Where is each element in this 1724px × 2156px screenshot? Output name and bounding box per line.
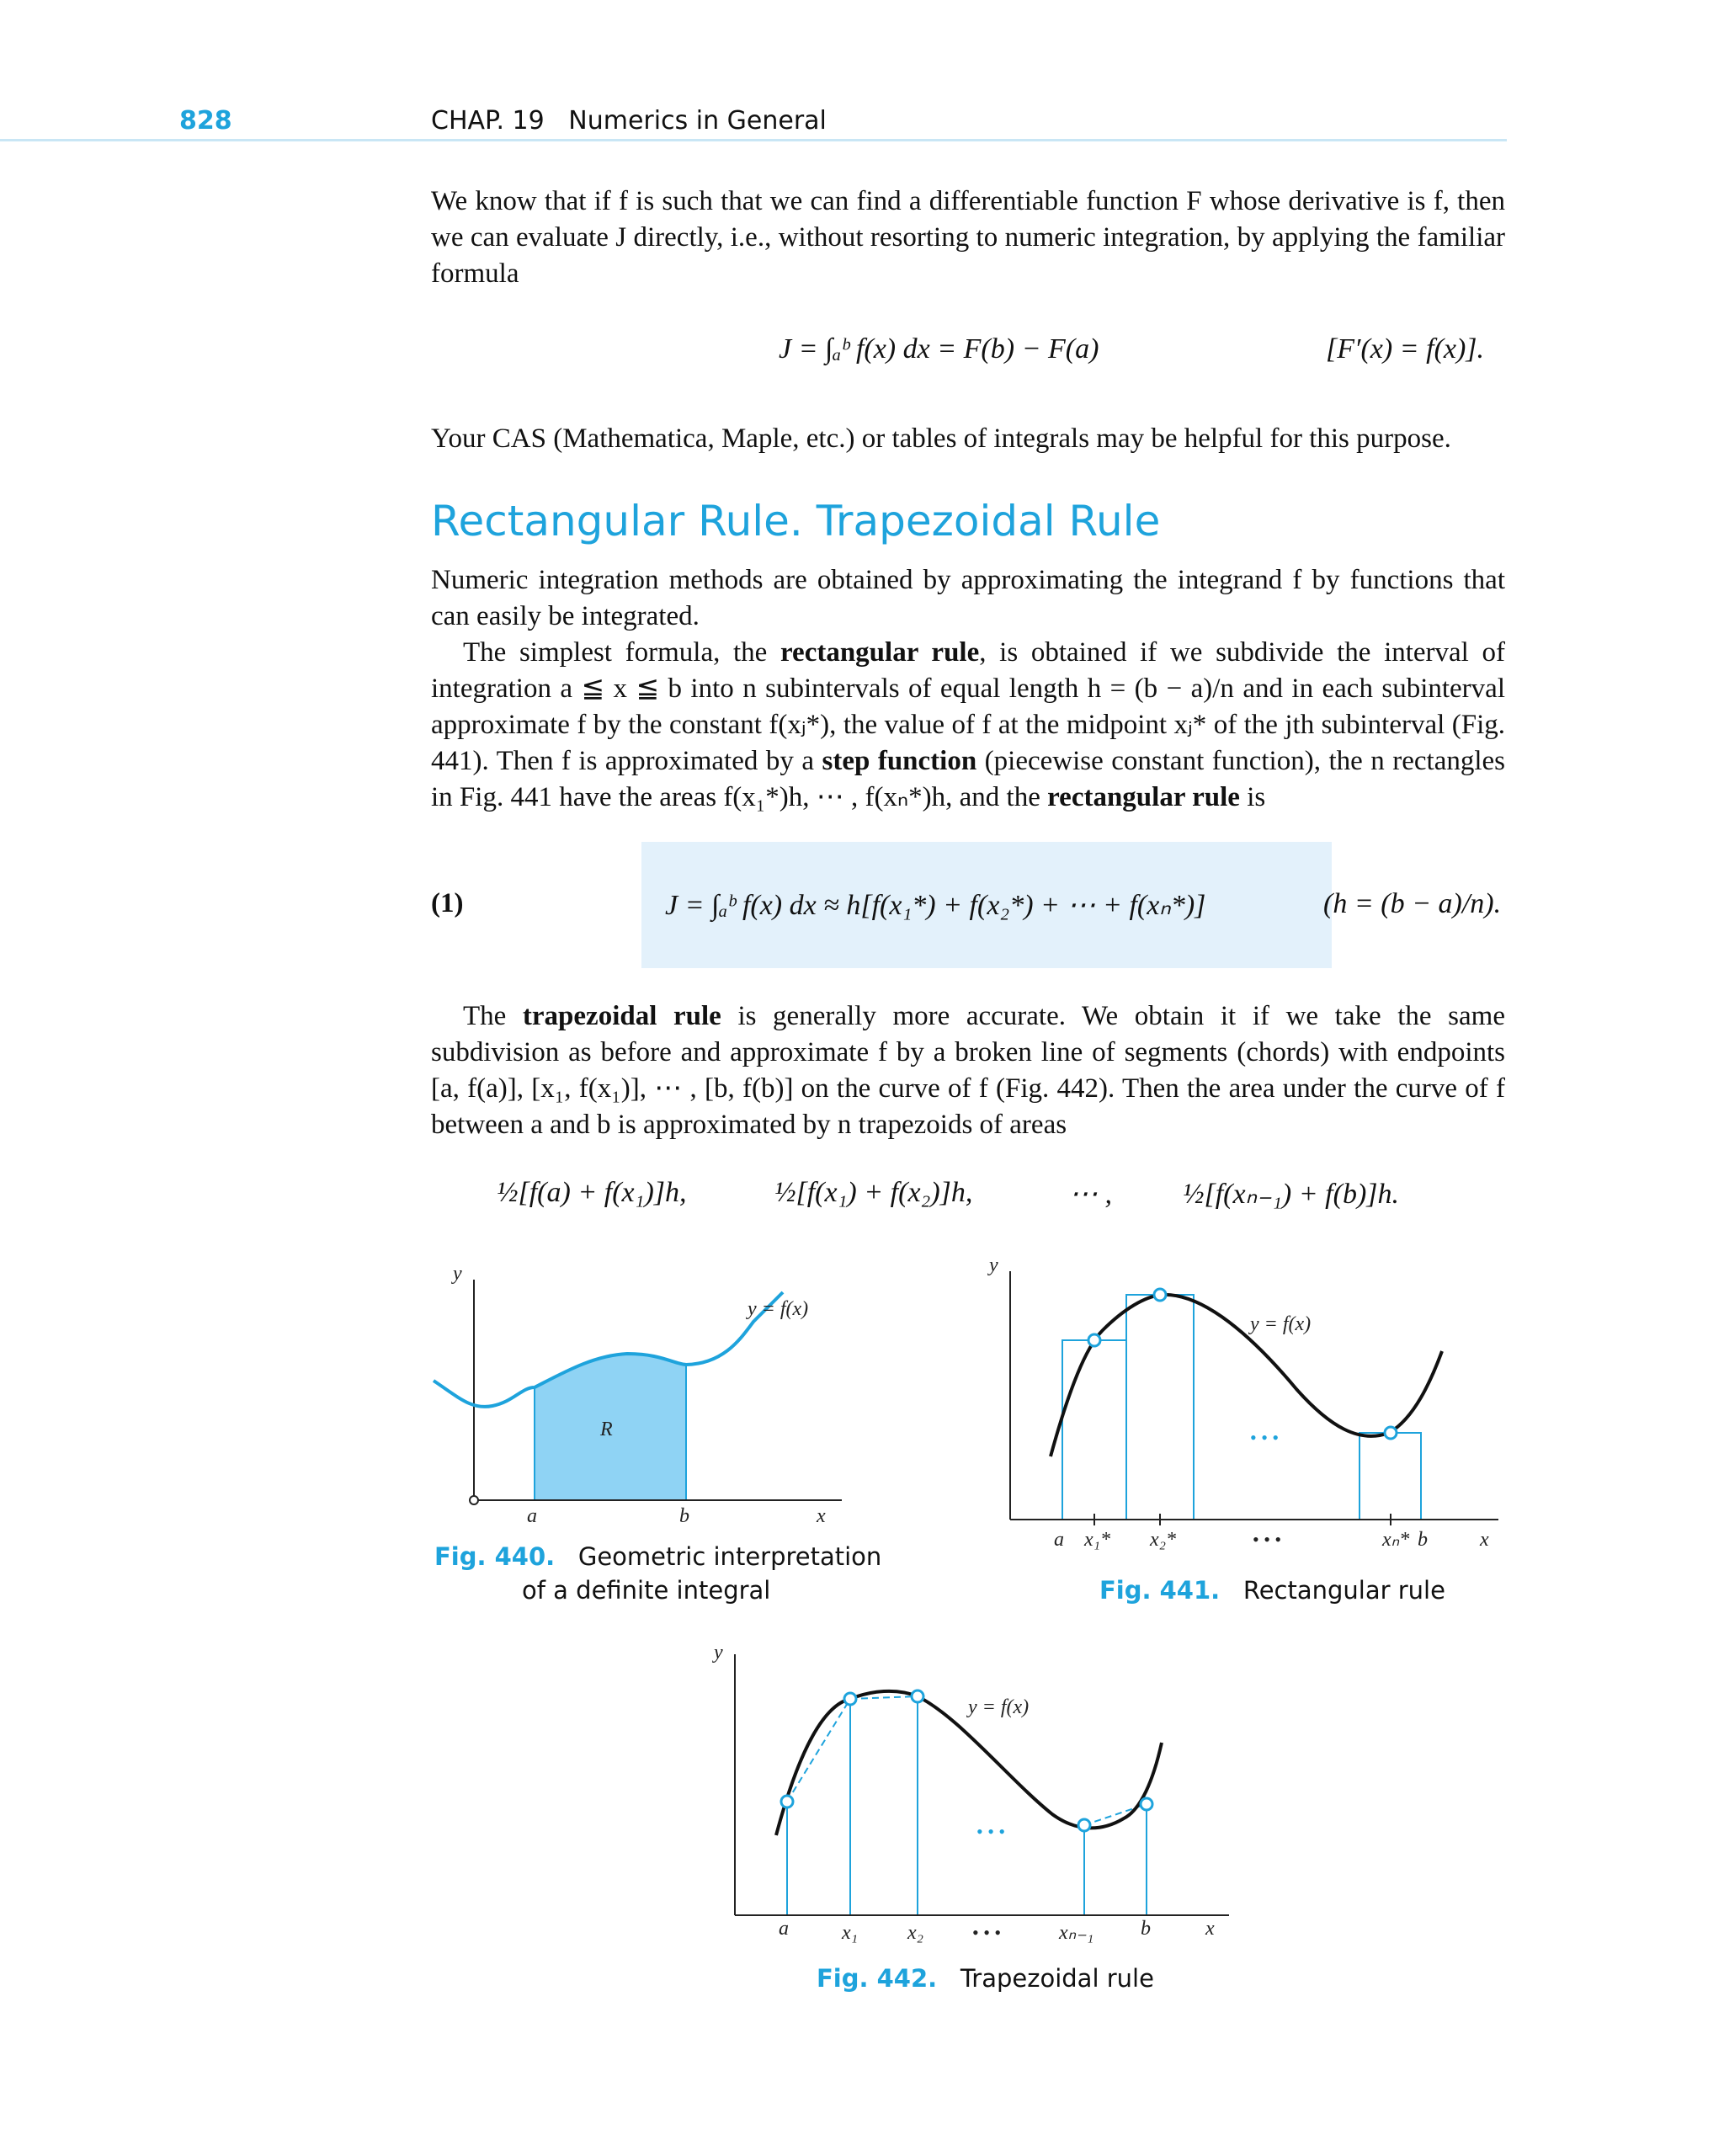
area-1: ½[f(a) + f(x₁)]h, [497,1177,687,1208]
fig442-dots: • • • [976,1821,1006,1842]
fig441-axis-dots: • • • [1253,1529,1282,1550]
area-dots: ⋯ , [1069,1179,1112,1210]
fig442-a-label: a [779,1918,789,1940]
cas-paragraph: Your CAS (Mathematica, Maple, etc.) or tables of integrals may be helpful for this purpose. [431,423,1451,454]
figure-440 [421,1254,859,1557]
fig442-axis-dots: • • • [972,1922,1002,1943]
header-rule [0,139,1507,141]
equation-1-formula: J = ∫ₐᵇ f(x) dx ≈ h[f(x₁*) + f(x₂*) + ⋯ + f(xₙ*)] [665,890,1206,921]
fig441-b-label: b [1418,1529,1428,1551]
equation-number: (1) [431,888,464,918]
fig441-curve-label: y = f(x) [1250,1313,1312,1335]
fig440-x-label: x [817,1505,826,1527]
fig440-caption: Fig. 440. Geometric interpretation [434,1542,882,1571]
fig442-caption: Fig. 442. Trapezoidal rule [817,1964,1154,1993]
fig442-x1-label: x₁ [842,1922,858,1944]
figure-441 [976,1246,1515,1583]
running-header: CHAP. 19 Numerics in General [431,106,827,136]
fig441-y-label: y [989,1254,998,1276]
section-title: Rectangular Rule. Trapezoidal Rule [431,497,1161,546]
fig441-caption: Fig. 441. Rectangular rule [1099,1576,1445,1605]
fig442-b-label: b [1141,1918,1151,1940]
fig442-y-label: y [714,1642,723,1664]
fig441-xn-label: xₙ* [1382,1529,1410,1551]
fig441-rect-1 [1062,1340,1126,1520]
fig440-y-label: y [453,1263,462,1285]
fig441-x-label: x [1480,1529,1489,1551]
section-paragraph-3: The trapezoidal rule is generally more accurate. We obtain it if we take the same subdivision as before and approximate f by a broken line of segments (chords) with endpoints [a, f(a)], [x₁, f(x₁)], ⋯ , [b, f(b)] on the curve of f (Fig. 442). Then the area under the curve of f between a and b is approximated by n trapezoids of areas [431,1001,1505,1140]
fig440-b-label: b [679,1505,689,1527]
section-paragraph-1: Numeric integration methods are obtained by approximating the integrand f by functions that can easily be integrated. [431,565,1505,631]
fig441-rect-n [1360,1433,1421,1520]
fig440-a-label: a [527,1505,537,1527]
fig441-x2-label: x₂* [1150,1529,1176,1551]
figure-442 [707,1637,1246,1974]
area-n: ½[f(xₙ₋₁) + f(b)]h. [1183,1179,1399,1210]
intro-formula: J = ∫ₐᵇ f(x) dx = F(b) − F(a) [779,333,1099,365]
fig441-rect-2 [1126,1295,1194,1520]
fig442-xn1-label: xₙ₋₁ [1059,1922,1094,1944]
section-paragraph-2: The simplest formula, the rectangular rule, is obtained if we subdivide the interval of integration a ≦ x ≦ b into n subintervals of equal length h = (b − a)/n and in each subinterval approximate f by the constant f(xⱼ*), the value of f at the midpoint xⱼ* of the jth subinterval (Fig. 441). Then f is approximated by a step function (piecewise constant function), the n rectangles in Fig. 441 have the areas f(x₁*)h, ⋯ , f(xₙ*)h, and the rectangular rule is [431,637,1506,812]
fig440-caption-line2: of a definite integral [522,1576,771,1605]
fig440-R-label: R [600,1419,613,1440]
fig441-x1-label: x₁* [1084,1529,1110,1551]
area-2: ½[f(x₁) + f(x₂)]h, [774,1177,973,1208]
fig442-x-label: x [1205,1918,1215,1940]
fig442-x2-label: x₂ [907,1922,923,1944]
intro-formula-note: [F′(x) = f(x)]. [1326,333,1485,365]
equation-1-h: (h = (b − a)/n). [1323,888,1502,919]
intro-paragraph: We know that if f is such that we can find a differentiable function F whose derivative is f, then we can evaluate J directly, i.e., without resorting to numeric integration, by applying the familiar formula [431,186,1505,289]
page-number: 828 [179,106,232,136]
fig441-a-label: a [1054,1529,1064,1551]
fig440-curve-label: y = f(x) [748,1298,809,1320]
fig442-curve-label: y = f(x) [968,1696,1030,1718]
fig441-dots: • • • [1250,1427,1280,1448]
